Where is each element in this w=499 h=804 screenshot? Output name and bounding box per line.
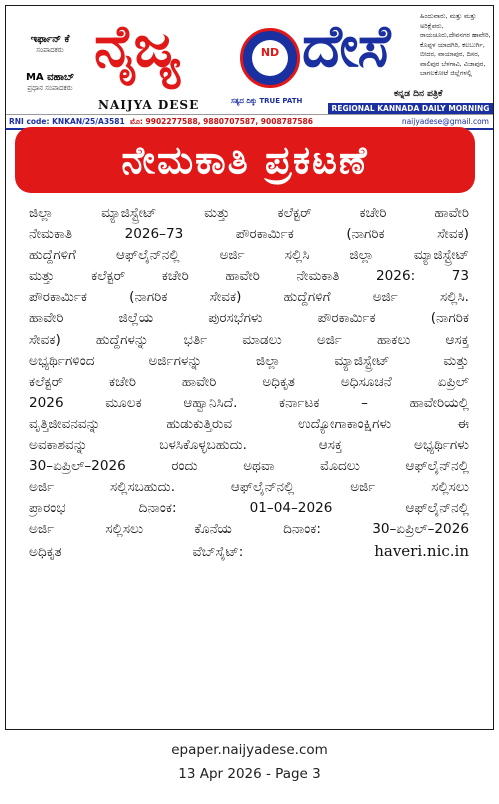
- article-line: ಅರ್ಜಿ ಸಲ್ಲಿಸಲು ಕೊನೆಯ ದಿನಾಂಕ: 30–ಏಪ್ರಿಲ್–2026: [29, 521, 469, 538]
- article-line: 2026 ಮೂಲಕ ಆಹ್ವಾನಿಸಿದೆ. ಕರ್ನಾಟಕ – ಹಾವೇರಿಯಲ್ಲಿ: [29, 394, 469, 411]
- website-line: [29, 541, 469, 562]
- districts-list: ಹಿಂದುವಾರು, ಮತ್ತು ಮತ್ತು ಅರಿಕ್ಷೆಪರು, ರಾಯಚೂರು,ದೇವನಗರ ಹಾವೇರಿ, ಕೊಪ್ಪಳ ಯಾದಗಿರಿ, ಕಲಬುರ್ಗಿ, ಬೀದರ, ವಾಯಾಪುರ, ದಿಸರ, ವಾಲಿಪುರ ಬೆಳಗಾವಿ, ವಿಜಾಪುರ, ಬಾಗಲಕೋಟೆ ಜಿಲ್ಲೆಗಳಲ್ಲಿ: [420, 12, 491, 77]
- editor-role: ಸಂಪಾದಕರು: [36, 46, 64, 54]
- chief-editor-role: ಪ್ರಧಾನ ಸಂಪಾದಕರು: [27, 84, 73, 92]
- editor-name: ಇರ್ಫಾನ್ ಕೆ: [30, 34, 70, 45]
- title-kannada-right: ದೇಸೆ: [302, 12, 390, 80]
- article-line: ಮತ್ತು ಕಲೆಕ್ಟರ್ ಕಚೇರಿ ಹಾವೇರಿ ನೇಮಕಾತಿ 2026: 73: [29, 268, 469, 285]
- footer-date-page: 13 Apr 2026 - Page 3: [178, 766, 321, 782]
- rni-code: RNI code: KNKAN/25/A3581: [9, 117, 125, 126]
- article-line: ಹಾವೇರಿ ಜಿಲ್ಲೆಯ ಪುರಸಭೆಗಳು ಪೌರಕಾರ್ಮಿಕ (ನಾಗರಿಕ: [29, 310, 469, 327]
- chief-editor-name: MA ವಹಾಬ್: [25, 72, 75, 83]
- title-kannada-left: ನೈಜ್ಯ: [94, 12, 180, 80]
- editor-box: [10, 32, 90, 94]
- article-line: ಅಭ್ಯರ್ಥಿಗಳಿಂದ ಅರ್ಜಿಗಳನ್ನು ಜಿಲ್ಲಾ ಮ್ಯಾಜಿಸ್ಟ್ರೇಟ್ ಮತ್ತು: [29, 352, 469, 369]
- article-line: ಹುದ್ದೆಗಳಿಗೆ ಆಫ್‌ಲೈನ್‌ನಲ್ಲಿ ಅರ್ಜಿ ಸಲ್ಲಿಸಿ ಜಿಲ್ಲಾ ಮ್ಯಾಜಿಸ್ಟ್ರೇಟ್: [29, 247, 469, 264]
- article-line: ವೃತ್ತಿಜೀವನವನ್ನು ಹುಡುಕುತ್ತಿರುವ ಉದ್ಯೋಗಾಕಾಂಕ್ಷಿಗಳು ಈ: [29, 415, 469, 432]
- headline-banner: ನೇಮಕಾತಿ ಪ್ರಕಟಣೆ: [15, 127, 475, 193]
- masthead: [6, 6, 493, 114]
- website-label: ಅಧಿಕೃತ ವೆಬ್‌ಸೈಟ್:: [29, 543, 244, 560]
- tagline-kannada: ಕನ್ನಡ ದಿನ ಪತ್ರಿಕೆ: [394, 89, 443, 99]
- article-line: ಪ್ರಾರಂಭ ದಿನಾಂಕ: 01–04–2026 ಆಫ್‌ಲೈನ್‌ನಲ್ಲಿ: [29, 500, 469, 517]
- email-address: naijyadese@gmail.com: [401, 117, 489, 126]
- article-line: ಕಲೆಕ್ಟರ್ ಕಚೇರಿ ಹಾವೇರಿ ಅಧಿಕೃತ ಅಧಿಸೂಚನೆ ಏಪ್ರಿಲ್: [29, 373, 469, 390]
- website-link[interactable]: haveri.nic.in: [374, 541, 469, 560]
- article-line: ಸೇವಕ) ಹುದ್ದೆಗಳನ್ನು ಭರ್ತಿ ಮಾಡಲು ಅರ್ಜಿ ಹಾಕಲು ಆಸಕ್ತ: [29, 331, 469, 348]
- phone-numbers: ಮೊ: 9902277588, 9880707587, 9008787586: [130, 117, 313, 126]
- article-line: ಜಿಲ್ಲಾ ಮ್ಯಾಜಿಸ್ಟ್ರೇಟ್ ಮತ್ತು ಕಲೆಕ್ಟರ್ ಕಚೇರಿ ಹಾವೇರಿ: [29, 205, 469, 221]
- logo-text: ND: [260, 46, 280, 59]
- article-line: 30–ಏಪ್ರಿಲ್–2026 ರಂದು ಅಥವಾ ಮೊದಲು ಆಫ್‌ಲೈನ್‌ನಲ್ಲಿ: [29, 458, 469, 475]
- article-body: [29, 203, 469, 562]
- title-english: NAIJYA DESE: [98, 98, 200, 112]
- article-line: ಅವಕಾಶವನ್ನು ಬಳಸಿಕೊಳ್ಳಬಹುದು. ಆಸಕ್ತ ಅಭ್ಯರ್ಥಿಗಳು: [29, 437, 469, 454]
- regional-band: REGIONAL KANNADA DAILY MORNING: [328, 103, 493, 114]
- article-line: ನೇಮಕಾತಿ 2026–73 ಪೌರಕಾರ್ಮಿಕ (ನಾಗರಿಕ ಸೇವಕ): [29, 226, 469, 243]
- tagline: ಸತ್ಯದ ದಿಕ್ಕು TRUE PATH: [231, 97, 303, 105]
- article-line: ಅರ್ಜಿ ಸಲ್ಲಿಸಬಹುದು. ಆಫ್‌ಲೈನ್‌ನಲ್ಲಿ ಅರ್ಜಿ ಸಲ್ಲಿಸಲು: [29, 479, 469, 496]
- footer-url[interactable]: epaper.naijyadese.com: [171, 742, 328, 758]
- article-line: ಪೌರಕಾರ್ಮಿಕ (ನಾಗರಿಕ ಸೇವಕ) ಹುದ್ದೆಗಳಿಗೆ ಅರ್ಜಿ ಸಲ್ಲಿಸಿ.: [29, 289, 469, 306]
